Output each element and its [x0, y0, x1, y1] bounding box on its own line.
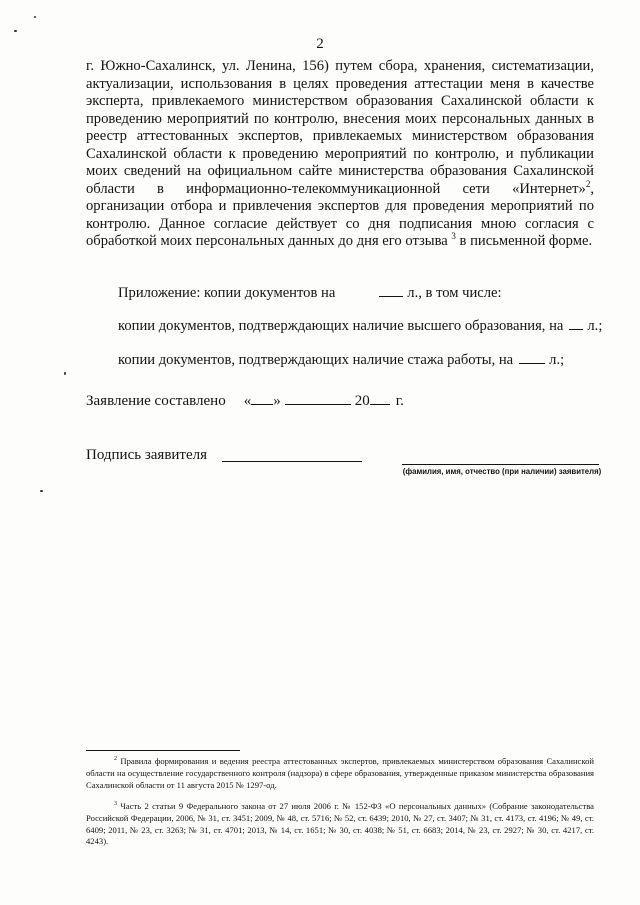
footnote-2 — [86, 756, 594, 791]
work-experience-suffix: л.; — [549, 352, 565, 368]
footnote-3 — [86, 801, 594, 848]
higher-education-line — [118, 317, 602, 335]
higher-education-label: копии документов, подтверждающих наличие высшего образования, на — [118, 318, 564, 334]
attachment-line — [118, 284, 502, 302]
signature-field[interactable] — [222, 461, 362, 462]
work-experience-line — [118, 351, 564, 369]
paragraph-text: г. Южно-Сахалинск, ул. Ленина, 156) путем сбора, хранения, систематизации, актуализации, использования в целях проведения аттестации меня в качестве эксперта, привлекаемого министерством образования Сахалинской области к проведению мероприятий по контролю, внесения моих персональных данных в реестр аттестованных экспертов, привлекаемых министерством образования Сахалинской области к проведению мероприятий по контролю, и публикации моих сведений на официальном сайте министерства образования Сахалинской области в информационно-телекоммуникационной сети «Интернет» — [86, 58, 594, 197]
year-prefix: 20 — [354, 393, 370, 409]
year-suffix: г. — [395, 393, 404, 409]
footnote-ref-2: 2 — [585, 178, 591, 189]
scan-speck — [40, 490, 43, 492]
footnote-separator — [86, 750, 240, 751]
date-label: Заявление составлено — [86, 393, 226, 409]
higher-education-pages-blank[interactable] — [569, 317, 583, 330]
day-blank[interactable] — [251, 392, 273, 405]
scan-speck — [14, 30, 17, 32]
month-blank[interactable] — [285, 392, 351, 405]
work-experience-pages-blank[interactable] — [519, 351, 545, 364]
footnote-2-text: Правила формирования и ведения реестра аттестованных экспертов, привлекаемых министерством образования Сахалинской области на осуществление государственного контроля (надзора) в сфере образования, утвержденные приказом министерства образования Сахалинской области от 11 августа 2015 № 1297-од. — [86, 756, 594, 790]
attachment-label: Приложение: копии документов на — [118, 285, 336, 301]
year-blank[interactable] — [370, 392, 390, 405]
footnote-3-mark: 3 — [114, 801, 117, 808]
date-close-quote: » — [273, 393, 281, 409]
scan-speck — [64, 372, 66, 375]
signature-label: Подпись заявителя — [86, 447, 208, 463]
fio-field[interactable] — [402, 464, 599, 465]
footnote-2-mark: 2 — [114, 756, 117, 763]
footnote-3-text: Часть 2 статьи 9 Федерального закона от 27 июля 2006 г. № 152-ФЗ «О персональных данных» (Собрание законодательства Российской Федерации, 2006, № 31, ст. 3451; 2009, № 48, ст. 5716; № 52, ст. 6439; 2010, № 27, ст. 3407; № 31, ст. 4173, ст. 4196; № 49, ст. 6409; 2011, № 23, ст. 3263; № 31, ст. 4701; 2013, № 14, ст. 1651; № 30, ст. 4038; № 51, ст. 6683; 2014, № 23, ст. 2927; № 30, ст. 4217, ст. 4243). — [86, 801, 594, 847]
footnote-ref-3: 3 — [451, 231, 456, 242]
attachment-suffix: л., в том числе: — [407, 285, 502, 301]
scan-speck — [34, 16, 36, 18]
page-number: 2 — [316, 36, 324, 52]
paragraph-text-cont: , организации отбора и привлечения экспертов для проведения мероприятий по контролю. Данное согласие действует со дня подписания мною согласия с обработкой моих персональных данных до дня его отзыва — [86, 180, 594, 249]
attachment-pages-blank[interactable] — [379, 284, 403, 297]
higher-education-suffix: л.; — [587, 318, 603, 334]
work-experience-label: копии документов, подтверждающих наличие стажа работы, на — [118, 352, 514, 368]
paragraph-text-end: в письменной форме. — [455, 233, 593, 249]
date-line — [86, 392, 404, 410]
fio-caption: (фамилия, имя, отчество (при наличии) заявителя) — [402, 467, 602, 476]
date-open-quote: « — [243, 393, 252, 409]
consent-paragraph — [86, 58, 594, 251]
